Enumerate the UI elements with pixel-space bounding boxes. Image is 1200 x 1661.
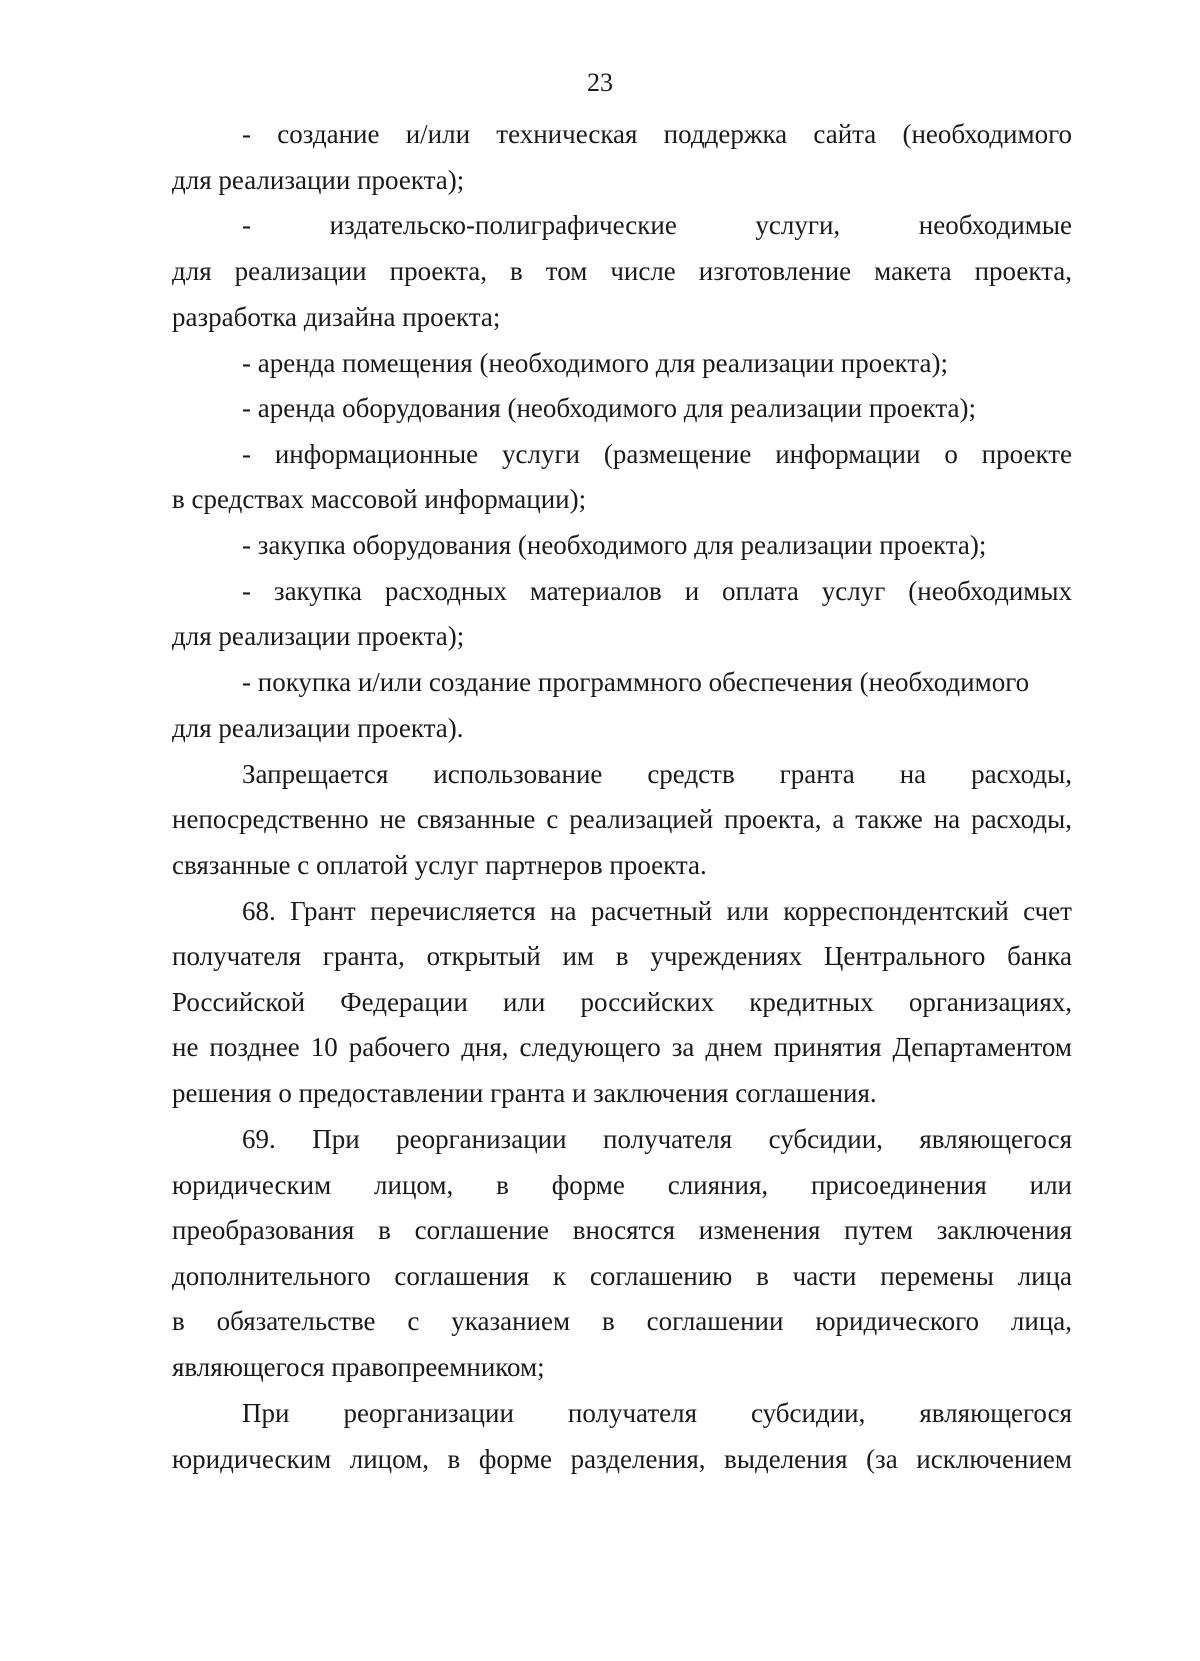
- text-line: непосредственно не связанные с реализацией проекта, а также на расходы,: [172, 804, 1072, 834]
- text-line: Запрещается использование средств гранта на расходы,: [242, 759, 1072, 789]
- text-line: 69. При реорганизации получателя субсидии, являющегося: [242, 1124, 1072, 1154]
- text-line: При реорганизации получателя субсидии, являющегося: [242, 1398, 1072, 1428]
- text-line: - закупка расходных материалов и оплата услуг (необходимых: [242, 576, 1072, 606]
- text-line: получателя гранта, открытый им в учреждениях Центрального банка: [172, 941, 1072, 971]
- page-number: 23: [587, 68, 613, 97]
- text-line: - аренда помещения (необходимого для реализации проекта);: [242, 348, 948, 378]
- text-line: - аренда оборудования (необходимого для реализации проекта);: [242, 393, 976, 423]
- text-line: - информационные услуги (размещение информации о проекте: [242, 439, 1072, 469]
- text-line: - издательско-полиграфические услуги, необходимые: [242, 210, 1072, 240]
- text-line: решения о предоставлении гранта и заключения соглашения.: [172, 1078, 877, 1108]
- text-line: для реализации проекта).: [172, 713, 464, 743]
- text-line: для реализации проекта);: [172, 165, 465, 195]
- text-line: связанные с оплатой услуг партнеров проекта.: [172, 850, 707, 880]
- text-line: - создание и/или техническая поддержка сайта (необходимого: [242, 119, 1072, 149]
- text-line: не позднее 10 рабочего дня, следующего за днем принятия Департаментом: [172, 1032, 1072, 1062]
- text-line: Российской Федерации или российских кредитных организациях,: [172, 987, 1072, 1017]
- text-line: 68. Грант перечисляется на расчетный или корреспондентский счет: [242, 896, 1072, 926]
- text-line: - покупка и/или создание программного обеспечения (необходимого: [242, 667, 1030, 697]
- text-line: для реализации проекта, в том числе изготовление макета проекта,: [172, 256, 1072, 286]
- text-line: - закупка оборудования (необходимого для реализации проекта);: [242, 530, 987, 560]
- text-line: дополнительного соглашения к соглашению в части перемены лица: [172, 1261, 1072, 1291]
- text-line: юридическим лицом, в форме разделения, выделения (за исключением: [172, 1444, 1072, 1474]
- text-line: разработка дизайна проекта;: [172, 302, 501, 332]
- text-line: преобразования в соглашение вносятся изменения путем заключения: [172, 1215, 1072, 1245]
- text-line: являющегося правопреемником;: [172, 1352, 545, 1382]
- text-line: в обязательстве с указанием в соглашении юридического лица,: [172, 1306, 1072, 1336]
- text-line: в средствах массовой информации);: [172, 484, 587, 514]
- text-line: для реализации проекта);: [172, 621, 465, 651]
- text-line: юридическим лицом, в форме слияния, присоединения или: [172, 1170, 1072, 1200]
